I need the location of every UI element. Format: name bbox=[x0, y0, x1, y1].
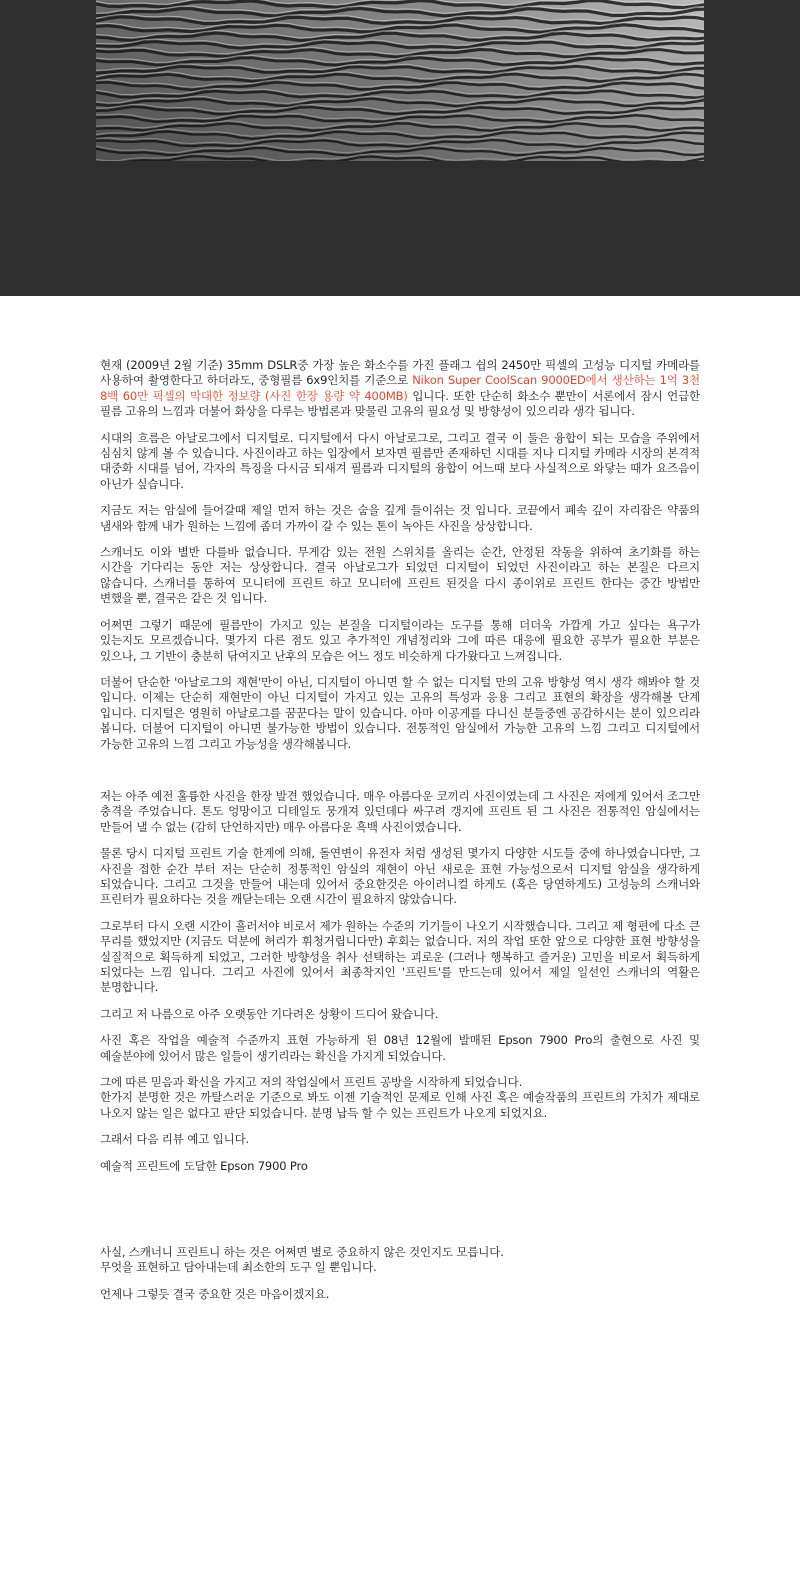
paragraph: 사진 혹은 작업을 예술적 수준까지 표현 가능하게 된 08년 12월에 발매된 Epson 7900 Pro의 출현으로 사진 및 예술분야에 있어서 많은 일들이 생기리라는 확신을 가지게 되었습니다. bbox=[100, 1033, 700, 1063]
paragraph: 스캐너도 이와 별반 다를바 없습니다. 무게감 있는 전원 스위치를 올리는 순간, 안정된 작동을 위하여 초기화를 하는 시간을 기다리는 동안 저는 상상합니다. 결국 아날로그가 되었던 디지털이 되었던 사진이라고 하는 본질은 다르지 않습니다. 스캐너를 통하여 모니터에 프린트 하고 모니터에 프린트 된것을 다시 종이위로 프린트 한다는 중간 방법만 변했을 뿐, 결국은 같은 것 입니다. bbox=[100, 545, 700, 606]
paragraph: 그에 따른 믿음과 확신을 가지고 저의 작업실에서 프린트 공방을 시작하게 되었습니다. 한가지 분명한 것은 까탈스러운 기준으로 봐도 이젠 기술적인 문제로 인해 사진 혹은 예술작품의 프린트의 가치가 제대로 나오지 않는 일은 없다고 판단 되었습니다. 분명 납득 할 수 있는 프린트가 나오게 되었지요. bbox=[100, 1075, 700, 1120]
paragraph: 언제나 그렇듯 결국 중요한 것은 마음이겠지요. bbox=[100, 1286, 330, 1301]
article-body bbox=[100, 358, 700, 1313]
paragraph: 그래서 다음 리뷰 예고 입니다. bbox=[100, 1132, 250, 1147]
hero-banner bbox=[0, 0, 800, 296]
paragraph: 저는 아주 예전 훌륭한 사진을 한장 발견 했었습니다. 매우 아름다운 코끼리 사진이였는데 그 사진은 저에게 있어서 조그만 충격을 주었습니다. 톤도 엉망이고 디테일도 뭉개져 있던데다 싸구려 갱지에 프린트 된 그 사진은 전통적인 암실에서는 만들어 낼 수 없는 (감히 단언하지만) 매우 아름다운 흑백 사진이였습니다. bbox=[100, 788, 700, 834]
paragraph: 지금도 저는 암실에 들어갈때 제일 먼저 하는 것은 숨을 깊게 들이쉬는 것 입니다. 코끝에서 폐속 깊이 자리잡은 약품의 냄새와 함께 내가 원하는 느낌에 좀더 가까이 갈 수 있는 톤이 녹아든 사진을 상상합니다. bbox=[100, 503, 700, 533]
paragraph: 그리고 저 나름으로 아주 오랫동안 기다려온 상황이 드디어 왔습니다. bbox=[100, 1006, 439, 1021]
review-title: 예술적 프린트에 도달한 Epson 7900 Pro bbox=[100, 1158, 308, 1173]
paragraph: 시대의 흐름은 아날로그에서 디지털로. 디지털에서 다시 아날로그로, 그리고 결국 이 둘은 융합이 되는 모습을 주위에서 심심치 않게 볼 수 있습니다. 사진이라고 하는 입장에서 보자면 필름만 존재하던 시대를 지나 디지털 카메라 시장의 본격적 대중화 시대를 넘어, 각자의 특징을 다시금 되새겨 필름과 디지털의 융합이 어느때 보다 사실적으로 와닿는 때가 요즈음이 아닌가 싶습니다. bbox=[100, 430, 700, 491]
paragraph: 어쩌면 그렇기 때문에 필름만이 가지고 있는 본질을 디지털이라는 도구를 통해 더더욱 가깝게 가고 싶다는 욕구가 있는지도 모르겠습니다. 몇가지 다른 점도 있고 추가적인 개념정리와 그에 따른 대응에 필요한 공부가 필요한 부분은 있으나, 그 기반이 충분히 닦여지고 난후의 모습은 어느 정도 비슷하게 다가왔다고 느껴집니다. bbox=[100, 617, 700, 663]
paragraph: 현재 (2009년 2월 기준) 35mm DSLR중 가장 높은 화소수를 가진 플래그 쉽의 2450만 픽셀의 고성능 디지털 카메라를 사용하여 촬영한다고 하더라도, 중형필름 6x9인치를 기준으로 Nikon Super CoolScan 9000ED에서 생산하는 1억 3천 8백 60만 픽셀의 막대한 정보량 (사진 한장 용량 약 400MB) 입니다. 또한 단순히 화소수 뿐만이 서론에서 잠시 언급한 필름 고유의 느낌과 더불어 화상을 다루는 방법론과 맞물린 고유의 필요성 및 방향성이 있으리라 생각 됩니다. bbox=[100, 358, 700, 419]
highlighted-text: Nikon Super CoolScan 9000ED에서 생산하는 1억 3천 8백 60만 픽셀의 막대한 정보량 (사진 한장 용량 약 400MB) bbox=[100, 373, 700, 403]
paragraph: 물론 당시 디지털 프린트 기술 한계에 의해, 돌연변이 유전자 처럼 생성된 몇가지 다양한 시도들 중에 하나였습니다만, 그 사진을 접한 순간 부터 저는 단순히 정통적인 암실의 재현이 아닌 새로운 표현 가능성으로서 디지털 암실을 생각하게 되었습니다. 그리고 그것을 만들어 내는데 있어서 중요한것은 아이러니컬 하게도 (혹은 당연하게도) 고성능의 스캐너와 프린터가 필요하다는 것을 깨닫는데는 오랜 시간이 필요하지 않았습니다. bbox=[100, 846, 700, 907]
paragraph: 그로부터 다시 오랜 시간이 흘러서야 비로서 제가 원하는 수준의 기기들이 나오기 시작했습니다. 그리고 제 형편에 다소 큰 무리를 했었지만 (지금도 덕분에 허리가 휘청거립니다만) 후회는 없습니다. 저의 작업 또한 앞으로 다양한 표현 방향성을 실질적으로 획득하게 되었고, 그러한 방향성을 취사 선택하는 괴로운 (그러나 행복하고 즐거운) 고민을 비로서 획득하게 되었다는 느낌 입니다. 그리고 사진에 있어서 최종착지인 '프린트'를 만드는데 있어서 제일 일선인 스캐너의 역활은 분명합니다. bbox=[100, 918, 700, 995]
spacer bbox=[100, 763, 700, 789]
paragraph: 사실, 스캐너니 프린트니 하는 것은 어쩌면 별로 중요하지 않은 것인지도 모릅니다. 무엇을 표현하고 담아내는데 최소한의 도구 일 뿐입니다. bbox=[100, 1245, 504, 1275]
spacer bbox=[100, 1185, 700, 1245]
paragraph: 더불어 단순한 '아날로그의 재현'만이 아닌, 디지털이 아니면 할 수 없는 디지털 만의 고유 방향성 역시 생각 해봐야 할 것 입니다. 이제는 단순히 재현만이 아닌 디지털이 가지고 있는 고유의 특성과 응용 그리고 표현의 확장을 생각해볼 단계 입니다. 디지털은 영원히 아날로그를 꿈꾼다는 말이 있습니다. 아마 이공게를 다니신 분들중엔 공감하시는 분이 있으리라 봅니다. 더불어 디지털이 아니면 불가능한 방법이 있습니다. 전통적인 암실에서 가능한 고유의 느낌 그리고 디지털에서 가능한 고유의 느낌 그리고 가능성을 생각해봅니다. bbox=[100, 674, 700, 751]
sand-ripples-photo bbox=[96, 0, 704, 161]
